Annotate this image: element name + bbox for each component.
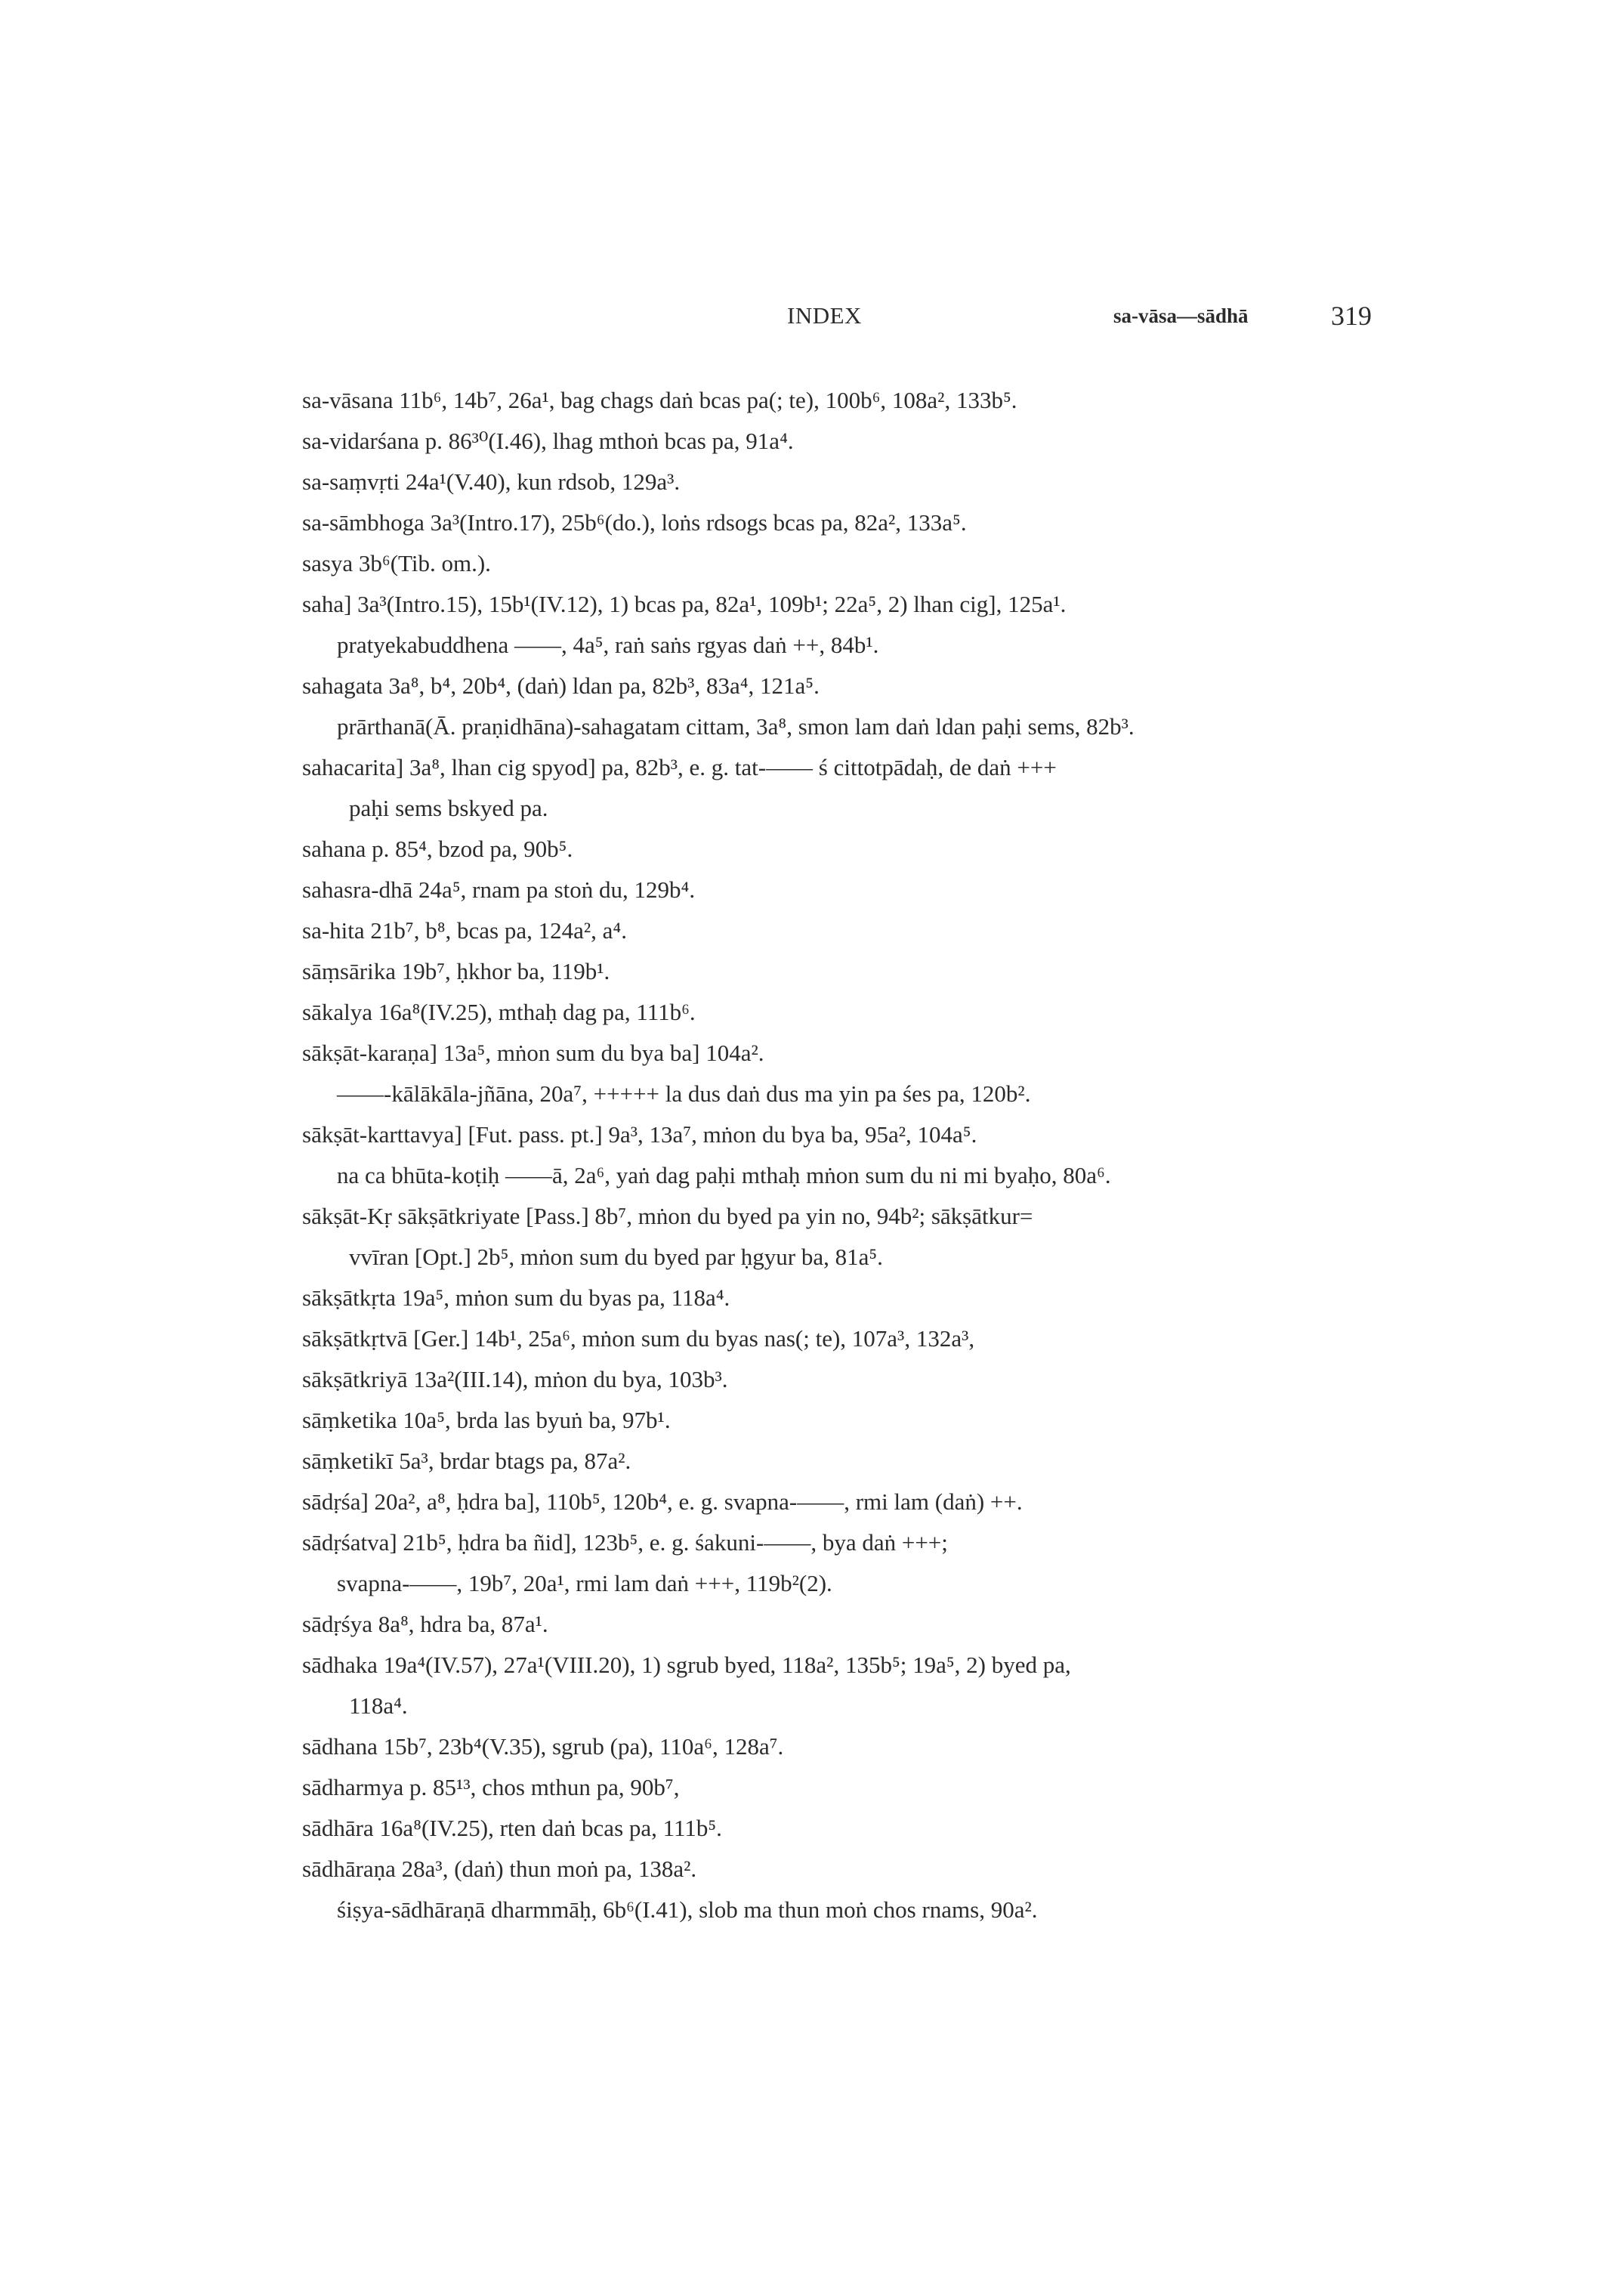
index-entry: sākṣātkṛtvā [Ger.] 14b¹, 25a⁶, mṅon sum du byas nas(; te), 107a³, 132a³, bbox=[302, 1325, 975, 1352]
index-entry: sādṛśatva] 21b⁵, ḥdra ba ñid], 123b⁵, e. g. śakuni-——, bya daṅ +++; bbox=[302, 1529, 948, 1556]
index-entry: sākṣāt-Kṛ sākṣātkriyate [Pass.] 8b⁷, mṅon du byed pa yin no, 94b²; sākṣātkur= bbox=[302, 1203, 1033, 1229]
index-entry: paḥi sems bskyed pa. bbox=[349, 795, 548, 821]
index-entry: prārthanā(Ā. praṇidhāna)-sahagatam cittam, 3a⁸, smon lam daṅ ldan paḥi sems, 82b³. bbox=[337, 713, 1135, 740]
index-entry: sa-hita 21b⁷, b⁸, bcas pa, 124a², a⁴. bbox=[302, 917, 627, 944]
index-entry: sa-sāmbhoga 3a³(Intro.17), 25b⁶(do.), loṅs rdsogs bcas pa, 82a², 133a⁵. bbox=[302, 509, 967, 536]
index-entry: sahacarita] 3a⁸, lhan cig spyod] pa, 82b³, e. g. tat-—— ś cittotpādaḥ, de daṅ +++ bbox=[302, 754, 1057, 780]
index-entry: sahagata 3a⁸, b⁴, 20b⁴, (daṅ) ldan pa, 82b³, 83a⁴, 121a⁵. bbox=[302, 672, 820, 699]
index-entry: sādhāra 16a⁸(IV.25), rten daṅ bcas pa, 111b⁵. bbox=[302, 1815, 722, 1841]
index-entry: sākṣātkriyā 13a²(III.14), mṅon du bya, 103b³. bbox=[302, 1366, 728, 1392]
index-entry: sāṃketika 10a⁵, brda las byuṅ ba, 97b¹. bbox=[302, 1407, 671, 1433]
index-entry: sasya 3b⁶(Tib. om.). bbox=[302, 550, 491, 576]
index-entry: sādharmya p. 85¹³, chos mthun pa, 90b⁷, bbox=[302, 1774, 680, 1800]
index-entry: sa-vāsana 11b⁶, 14b⁷, 26a¹, bag chags daṅ bcas pa(; te), 100b⁶, 108a², 133b⁵. bbox=[302, 387, 1017, 413]
index-entry: ——-kālākāla-jñāna, 20a⁷, +++++ la dus daṅ dus ma yin pa śes pa, 120b². bbox=[337, 1080, 1031, 1107]
index-entry: sākṣātkṛta 19a⁵, mṅon sum du byas pa, 118a⁴. bbox=[302, 1284, 730, 1311]
index-entry: pratyekabuddhena ——, 4a⁵, raṅ saṅs rgyas daṅ ++, 84b¹. bbox=[337, 632, 879, 658]
index-entry: sādhāraṇa 28a³, (daṅ) thun moṅ pa, 138a². bbox=[302, 1856, 697, 1882]
index-entry: sādhaka 19a⁴(IV.57), 27a¹(VIII.20), 1) sgrub byed, 118a², 135b⁵; 19a⁵, 2) byed pa, bbox=[302, 1652, 1071, 1678]
index-entry: sādṛśya 8a⁸, hdra ba, 87a¹. bbox=[302, 1611, 548, 1637]
index-entries bbox=[302, 380, 1390, 1930]
running-head-range: sa-vāsa—sādhā bbox=[1113, 304, 1249, 327]
index-entry: śiṣya-sādhāraṇā dharmmāḥ, 6b⁶(I.41), slob ma thun moṅ chos rnams, 90a². bbox=[337, 1896, 1038, 1923]
index-entry: sa-vidarśana p. 86³⁰(I.46), lhag mthoṅ bcas pa, 91a⁴. bbox=[302, 428, 794, 454]
index-entry: sādṛśa] 20a², a⁸, ḥdra ba], 110b⁵, 120b⁴, e. g. svapna-——, rmi lam (daṅ) ++. bbox=[302, 1488, 1023, 1515]
index-entry: sa-saṃvṛti 24a¹(V.40), kun rdsob, 129a³. bbox=[302, 468, 681, 495]
index-entry: sahana p. 85⁴, bzod pa, 90b⁵. bbox=[302, 836, 573, 862]
index-entry: saha] 3a³(Intro.15), 15b¹(IV.12), 1) bcas pa, 82a¹, 109b¹; 22a⁵, 2) lhan cig], 125a¹. bbox=[302, 591, 1067, 617]
index-entry: 118a⁴. bbox=[349, 1692, 408, 1719]
index-entry: svapna-——, 19b⁷, 20a¹, rmi lam daṅ +++, 119b²(2). bbox=[337, 1570, 832, 1596]
index-entry: sāṃketikī 5a³, brdar btags pa, 87a². bbox=[302, 1448, 631, 1474]
index-entry: sahasra-dhā 24a⁵, rnam pa stoṅ du, 129b⁴. bbox=[302, 876, 696, 903]
index-entry: na ca bhūta-koṭiḥ ——ā, 2a⁶, yaṅ dag paḥi mthaḥ mṅon sum du ni mi byaḥo, 80a⁶. bbox=[337, 1162, 1111, 1188]
index-entry: sādhana 15b⁷, 23b⁴(V.35), sgrub (pa), 110a⁶, 128a⁷. bbox=[302, 1733, 784, 1760]
index-entry: sākṣāt-karaṇa] 13a⁵, mṅon sum du bya ba] 104a². bbox=[302, 1040, 764, 1066]
index-entry: sākalya 16a⁸(IV.25), mthaḥ dag pa, 111b⁶. bbox=[302, 999, 696, 1025]
index-entry: sākṣāt-karttavya] [Fut. pass. pt.] 9a³, 13a⁷, mṅon du bya ba, 95a², 104a⁵. bbox=[302, 1121, 977, 1148]
running-head-title: INDEX bbox=[787, 302, 862, 329]
page-number: 319 bbox=[1331, 301, 1372, 331]
running-head bbox=[0, 297, 1624, 335]
index-entry: sāṃsārika 19b⁷, ḥkhor ba, 119b¹. bbox=[302, 958, 610, 984]
index-entry: vvīran [Opt.] 2b⁵, mṅon sum du byed par ḥgyur ba, 81a⁵. bbox=[349, 1244, 883, 1270]
